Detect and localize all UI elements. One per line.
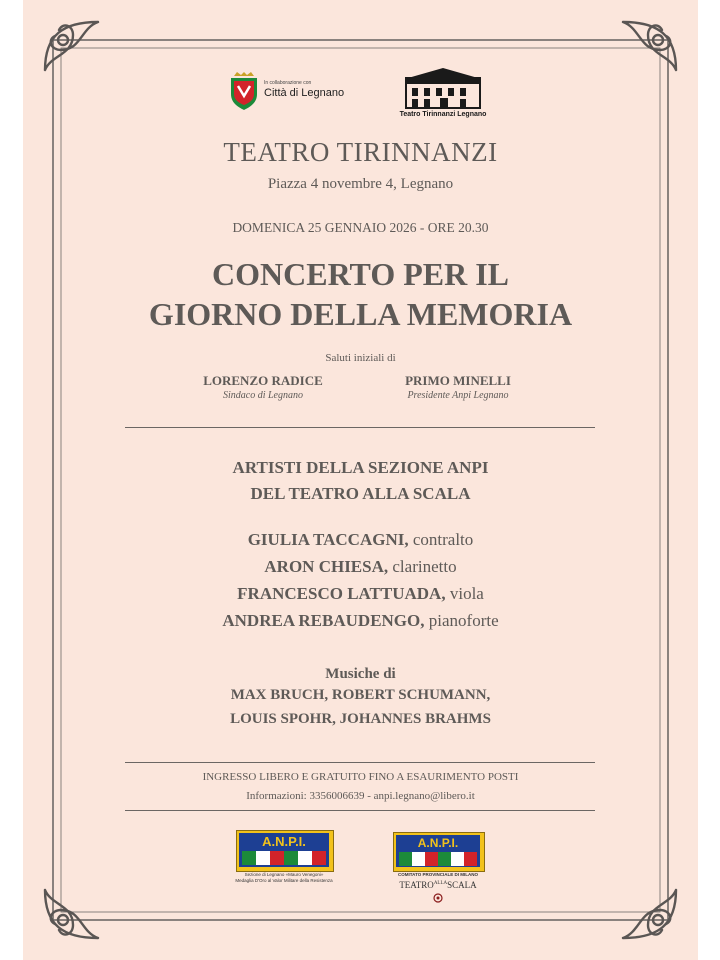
anpi2-name: A.N.P.I. (417, 836, 459, 850)
event-title-line2: GIORNO DELLA MEMORIA (148, 296, 573, 332)
greeting-person-1-role: Sindaco di Legnano (223, 390, 303, 401)
performer-name: ARON CHIESA, (264, 557, 389, 576)
tirinnanzi-logo-text: Teatro Tirinnanzi Legnano (399, 111, 487, 118)
entry-info: INGRESSO LIBERO E GRATUITO FINO A ESAURIMENTO POSTI (202, 771, 519, 783)
music-composers-line2: LOUIS SPOHR, JOHANNES BRAHMS (230, 711, 491, 727)
performer-name: GIULIA TACCAGNI, (247, 530, 409, 549)
performer-row (23, 584, 698, 604)
venue-address: Piazza 4 novembre 4, Legnano (267, 176, 454, 192)
event-date-time: DOMENICA 25 GENNAIO 2026 - ORE 20.30 (232, 220, 489, 235)
performer-name: FRANCESCO LATTUADA, (237, 584, 446, 603)
greetings-intro: Saluti iniziali di (325, 352, 396, 364)
teatro-alla-scala-wordmark: $TEATRO^{ALLA}SCALA$ (399, 880, 477, 890)
legnano-collab-text: In collaborazione con (264, 80, 312, 86)
italian-flag-icon (242, 851, 326, 865)
performer-instrument: pianoforte (424, 611, 499, 630)
scala-emblem-icon (433, 893, 443, 903)
performer-instrument: clarinetto (388, 557, 457, 576)
teatro-tirinnanzi-logo (398, 66, 488, 122)
greeting-person-1-name: LORENZO RADICE (203, 373, 323, 388)
performer-row (23, 530, 698, 550)
italian-flag-icon (399, 852, 477, 866)
event-title-line1: CONCERTO PER IL (212, 256, 509, 292)
venue-title: TEATRO TIRINNANZI (223, 137, 498, 167)
divider-top (125, 427, 595, 428)
legnano-name: Città di Legnano (264, 87, 345, 99)
anpi2-caption: COMITATO PROVINCIALE DI MILANO (398, 872, 478, 877)
legnano-coat-of-arms-icon (228, 72, 260, 110)
music-composers-line1: MAX BRUCH, ROBERT SCHUMANN, (230, 687, 491, 703)
performer-row (23, 611, 698, 631)
contact-info: Informazioni: 3356006639 - anpi.legnano@libero.it (246, 790, 475, 802)
performer-row (23, 557, 698, 577)
anpi-legnano-logo (236, 830, 332, 886)
anpi-scala-logo (393, 832, 483, 904)
artists-heading-line1: ARTISTI DELLA SEZIONE ANPI (232, 458, 489, 477)
anpi1-name: A.N.P.I. (262, 834, 306, 849)
anpi1-caption-1: Sezione di Legnano «Mauro Venegoni» (244, 872, 324, 877)
greeting-person-2-name: PRIMO MINELLI (405, 373, 511, 388)
performer-instrument: viola (445, 584, 484, 603)
anpi1-caption-2: Medaglia D'Oro al Valor Militare della Resistenza (235, 878, 333, 883)
divider-middle (125, 762, 595, 763)
music-heading: Musiche di (325, 666, 396, 682)
theater-building-icon (400, 66, 486, 110)
artists-heading-line2: DEL TEATRO ALLA SCALA (250, 484, 471, 503)
citta-di-legnano-logo (228, 72, 363, 112)
greeting-person-2-role: Presidente Anpi Legnano (407, 390, 509, 401)
divider-bottom (125, 810, 595, 811)
performer-instrument: contralto (408, 530, 474, 549)
performer-name: ANDREA REBAUDENGO, (222, 611, 425, 630)
poster (23, 0, 698, 960)
